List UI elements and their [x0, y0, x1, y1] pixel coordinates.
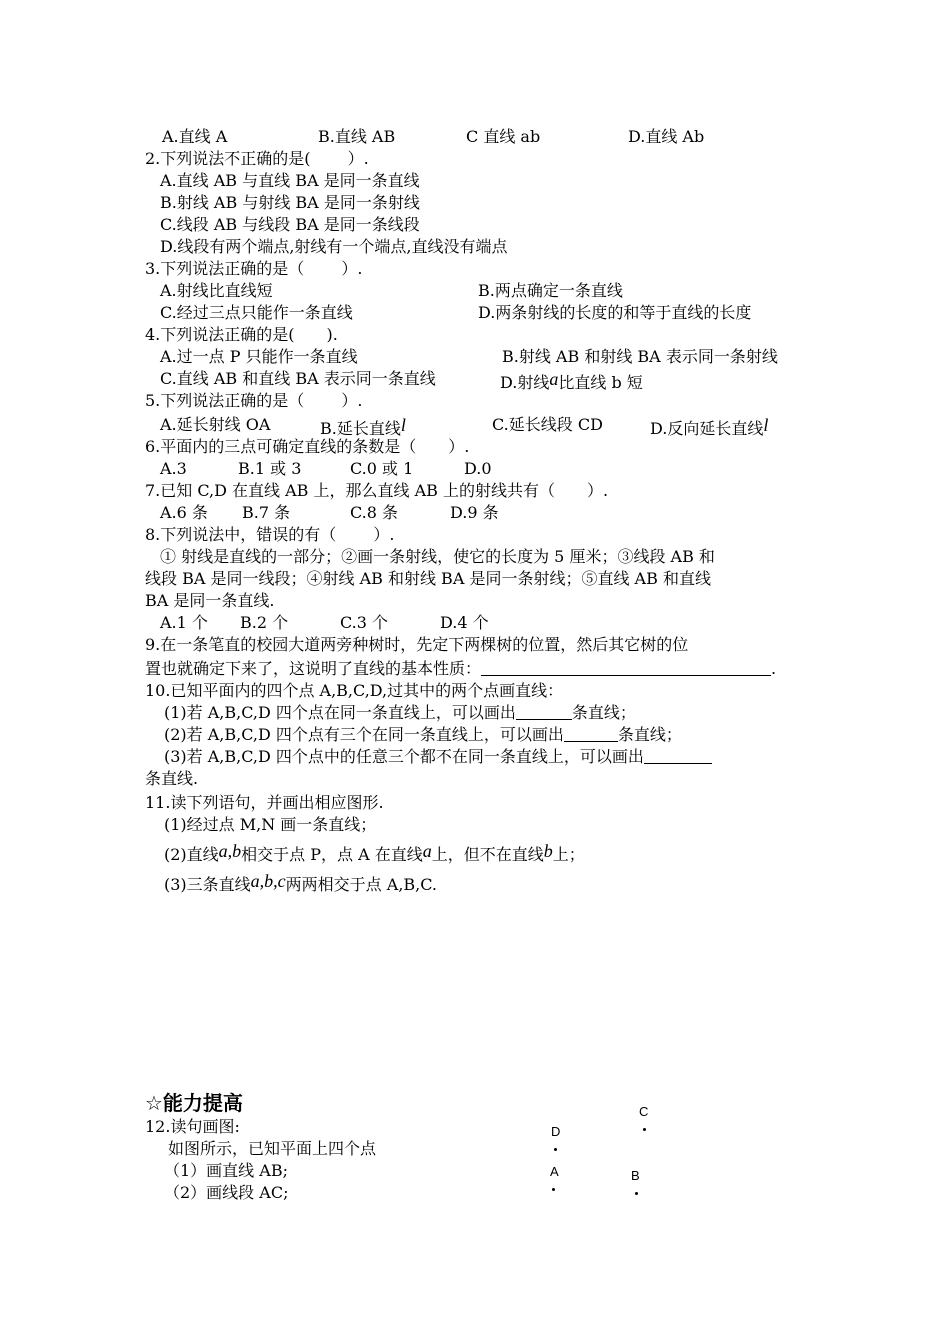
q4-option-d: D.射线a比直线 b 短: [500, 369, 643, 392]
q10-part2-blank[interactable]: [564, 725, 618, 742]
q8-text-line3: BA 是同一条直线.: [145, 591, 275, 610]
q12-part2: （2）画线段 AC;: [164, 1183, 289, 1202]
q1-option-a: A.直线 A: [162, 127, 228, 146]
math-var: a: [422, 841, 432, 861]
q5-option-b: B.延长直线l: [320, 415, 406, 438]
q2-option-b: B.射线 AB 与射线 BA 是同一条射线: [160, 193, 420, 212]
section-title: ☆能力提高: [145, 1091, 243, 1115]
q10-part3-blank[interactable]: [644, 747, 712, 764]
math-var: l: [400, 415, 406, 435]
q9-line1: 9.在一条笔直的校园大道两旁种树时，先定下两棵树的位置，然后其它树的位: [145, 635, 689, 654]
q10-stem: 10.已知平面内的四个点 A,B,C,D,过其中的两个点画直线：: [145, 681, 564, 700]
point-a-label: A: [550, 1164, 559, 1179]
q8-option-d: D.4 个: [440, 613, 489, 632]
math-var: b: [543, 841, 553, 861]
q6-option-b: B.1 或 3: [238, 459, 302, 478]
q5-option-a: A.延长射线 OA: [160, 415, 271, 434]
q10-part3: (3)若 A,B,C,D 四个点中的任意三个都不在同一条直线上，可以画出: [164, 746, 712, 768]
q3-option-a: A.射线比直线短: [160, 281, 273, 300]
math-var: a,b: [218, 841, 242, 861]
q4-stem: 4.下列说法正确的是( ).: [145, 325, 338, 344]
q11-stem: 11.读下列语句，并画出相应图形.: [145, 793, 384, 812]
q7-option-a: A.6 条: [160, 503, 208, 522]
q2-option-d: D.线段有两个端点,射线有一个端点,直线没有端点: [160, 237, 508, 256]
q2-option-a: A.直线 AB 与直线 BA 是同一条直线: [160, 171, 420, 190]
q11-part2: (2)直线a,b相交于点 P，点 A 在直线a上，但不在直线b上；: [164, 841, 585, 864]
q8-option-c: C.3 个: [340, 613, 389, 632]
q5-option-d: D.反向延长直线l: [650, 415, 769, 438]
q3-option-c: C.经过三点只能作一条直线: [160, 303, 353, 322]
point-b-dot: [635, 1192, 638, 1195]
q12-stem: 12.读句画图:: [145, 1117, 240, 1136]
q10-part1-blank[interactable]: [516, 703, 572, 720]
q10-part3-tail: 条直线.: [145, 769, 199, 788]
q6-option-c: C.0 或 1: [350, 459, 414, 478]
q7-option-c: C.8 条: [350, 503, 399, 522]
q2-stem: 2.下列说法不正确的是( ）.: [145, 149, 369, 168]
q8-text-line1: ① 射线是直线的一部分；②画一条射线，使它的长度为 5 厘米；③线段 AB 和: [160, 547, 715, 566]
math-var: a,b,c: [250, 871, 286, 891]
q12-intro: 如图所示，已知平面上四个点: [168, 1139, 377, 1158]
q11-part3: (3)三条直线a,b,c两两相交于点 A,B,C.: [164, 871, 438, 894]
point-c-label: C: [639, 1104, 649, 1119]
q7-stem: 7.已知 C,D 在直线 AB 上，那么直线 AB 上的射线共有（ ）.: [145, 481, 609, 500]
q1-option-c: C 直线 ab: [466, 127, 541, 146]
q6-option-a: A.3: [160, 459, 187, 478]
q12-part1: （1）画直线 AB;: [164, 1161, 288, 1180]
q7-option-d: D.9 条: [450, 503, 499, 522]
q5-option-c: C.延长线段 CD: [492, 415, 603, 434]
q8-stem: 8.下列说法中，错误的有（ ）.: [145, 525, 395, 544]
q3-option-b: B.两点确定一条直线: [478, 281, 623, 300]
q3-stem: 3.下列说法正确的是（ ）.: [145, 259, 363, 278]
q4-option-b: B.射线 AB 和射线 BA 表示同一条射线: [502, 347, 778, 366]
q4-option-c: C.直线 AB 和直线 BA 表示同一条直线: [160, 369, 436, 388]
math-var: l: [763, 415, 769, 435]
q9-answer-blank[interactable]: [481, 659, 771, 676]
q4-option-a: A.过一点 P 只能作一条直线: [160, 347, 358, 366]
point-c-dot: [643, 1128, 646, 1131]
q2-option-c: C.线段 AB 与线段 BA 是同一条线段: [160, 215, 420, 234]
q9-line2: 置也就确定下来了，这说明了直线的基本性质： .: [145, 659, 777, 678]
math-var: a: [549, 369, 559, 389]
q3-option-d: D.两条射线的长度的和等于直线的长度: [478, 303, 752, 322]
q1-option-d: D.直线 Ab: [628, 127, 705, 146]
q11-part1: (1)经过点 M,N 画一条直线；: [164, 815, 377, 834]
q1-option-b: B.直线 AB: [318, 127, 396, 146]
q10-part1: (1)若 A,B,C,D 四个点在同一条直线上，可以画出 条直线；: [164, 703, 636, 722]
point-b-label: B: [631, 1168, 640, 1183]
q8-text-line2: 线段 BA 是同一线段；④射线 AB 和射线 BA 是同一条射线；⑤直线 AB 和直线: [145, 569, 711, 588]
q5-stem: 5.下列说法正确的是（ ）.: [145, 391, 363, 410]
q10-part2: (2)若 A,B,C,D 四个点有三个在同一条直线上，可以画出 条直线；: [164, 725, 682, 744]
point-a-dot: [552, 1188, 555, 1191]
point-d-label: D: [551, 1124, 561, 1139]
q6-option-d: D.0: [464, 459, 492, 478]
q8-option-b: B.2 个: [240, 613, 289, 632]
point-d-dot: [554, 1148, 557, 1151]
q6-stem: 6.平面内的三点可确定直线的条数是（ ）.: [145, 437, 470, 456]
q8-option-a: A.1 个: [160, 613, 208, 632]
q7-option-b: B.7 条: [242, 503, 291, 522]
